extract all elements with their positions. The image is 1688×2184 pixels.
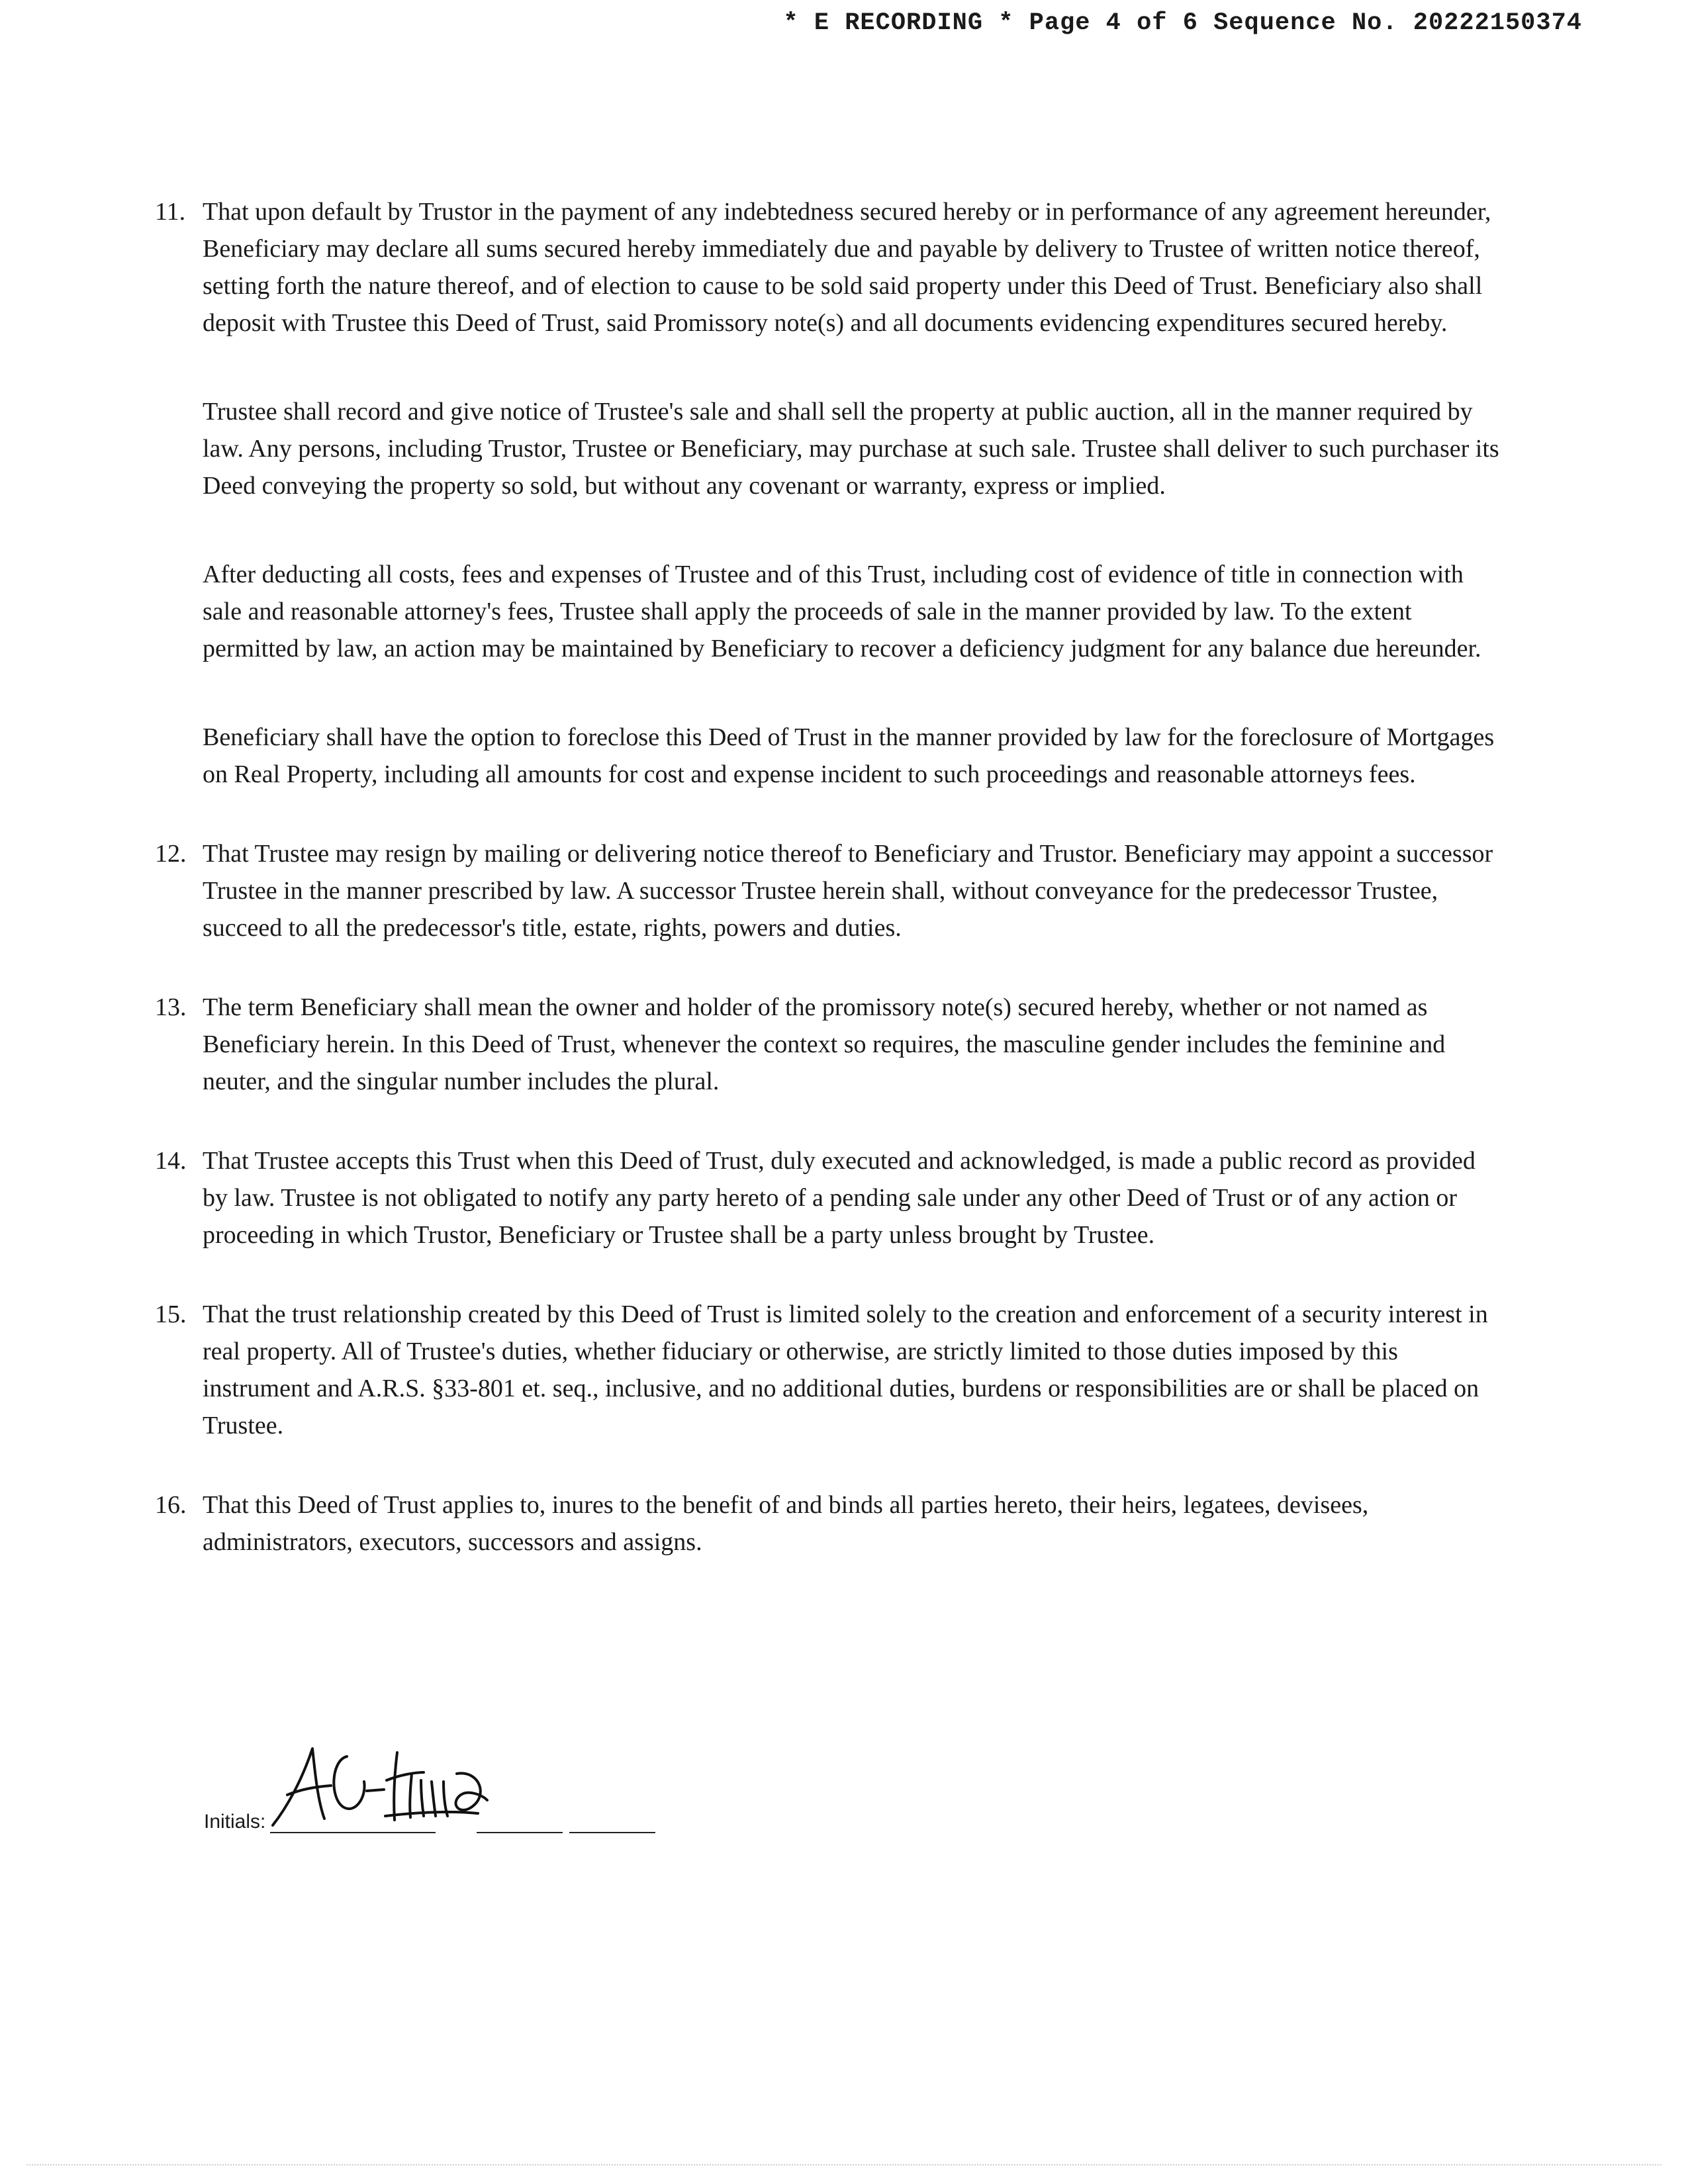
clause-paragraph: That upon default by Trustor in the payment of any indebtedness secured hereby or in performance of any agreement hereunder, Beneficiary may declare all sums secured hereby immediately due and payable by delivery to Trustee of written notice thereof, setting forth the nature thereof, and of election to cause to be sold said property under this Deed of Trust. Beneficiary also shall deposit with Trustee this Deed of Trust, said Promissory note(s) and all documents evidencing expenditures secured hereby. bbox=[203, 198, 1491, 337]
clause-number: 15. bbox=[155, 1300, 187, 1328]
clause-15 bbox=[155, 1296, 1505, 1444]
clause-number: 16. bbox=[155, 1491, 187, 1519]
document-body bbox=[155, 193, 1505, 1603]
clause-paragraph: That Trustee may resign by mailing or delivering notice thereof to Beneficiary and Trustor. Beneficiary may appoint a successor Trustee in the manner prescribed by law. A successor Trustee herein shall, without conveyance for the predecessor Trustee, succeed to all the predecessor's title, estate, rights, powers and duties. bbox=[203, 840, 1493, 942]
handwritten-initials-signature bbox=[267, 1734, 492, 1833]
clause-11 bbox=[155, 193, 1505, 793]
clause-paragraph: After deducting all costs, fees and expenses of Trustee and of this Trust, including cost of evidence of title in connection with sale and reasonable attorney's fees, Trustee shall apply the proceeds of sale in the manner provided by law. To the extent permitted by law, an action may be maintained by Beneficiary to recover a deficiency judgment for any balance due hereunder. bbox=[203, 561, 1481, 662]
clause-14 bbox=[155, 1142, 1505, 1253]
clause-paragraph: The term Beneficiary shall mean the owner and holder of the promissory note(s) secured hereby, whether or not named as Beneficiary herein. In this Deed of Trust, whenever the context so requires, the masculine gender includes the feminine and neuter, and the singular number includes the plural. bbox=[203, 993, 1446, 1095]
initials-block bbox=[204, 1734, 680, 1846]
recording-header: * E RECORDING * Page 4 of 6 Sequence No. 20222150374 bbox=[783, 9, 1582, 37]
clause-paragraph: Beneficiary shall have the option to foreclose this Deed of Trust in the manner provided by law for the foreclosure of Mortgages on Real Property, including all amounts for cost and expense incident to such proceedings and reasonable attorneys fees. bbox=[203, 723, 1495, 788]
clause-12 bbox=[155, 835, 1505, 946]
initials-label: Initials: bbox=[204, 1811, 266, 1833]
clause-paragraph: That the trust relationship created by this Deed of Trust is limited solely to the creation and enforcement of a security interest in real property. All of Trustee's duties, whether fiduciary or otherwise, are strictly limited to those duties imposed by this instrument and A.R.S. §33-801 et. seq., inclusive, and no additional duties, burdens or responsibilities are or shall be placed on Trustee. bbox=[203, 1300, 1488, 1439]
clause-number: 12. bbox=[155, 840, 187, 868]
clause-16 bbox=[155, 1486, 1505, 1561]
initials-line bbox=[270, 1832, 436, 1833]
clause-number: 14. bbox=[155, 1147, 187, 1175]
clause-paragraph: Trustee shall record and give notice of Trustee's sale and shall sell the property at public auction, all in the manner required by law. Any persons, including Trustor, Trustee or Beneficiary, may purchase at such sale. Trustee shall deliver to such purchaser its Deed conveying the property so sold, but without any covenant or warranty, express or implied. bbox=[203, 398, 1499, 500]
clause-number: 13. bbox=[155, 993, 187, 1021]
clause-paragraph: That Trustee accepts this Trust when this Deed of Trust, duly executed and acknowledged, is made a public record as provided by law. Trustee is not obligated to notify any party hereto of a pending sale under any other Deed of Trust or of any action or proceeding in which Trustor, Beneficiary or Trustee shall be a party unless brought by Trustee. bbox=[203, 1147, 1476, 1249]
clause-13 bbox=[155, 989, 1505, 1100]
initials-line bbox=[569, 1832, 655, 1833]
scan-noise-divider bbox=[26, 2164, 1662, 2165]
clause-number: 11. bbox=[155, 198, 186, 226]
initials-line bbox=[477, 1832, 563, 1833]
clause-paragraph: That this Deed of Trust applies to, inures to the benefit of and binds all parties hereto, their heirs, legatees, devisees, administrators, executors, successors and assigns. bbox=[203, 1491, 1369, 1556]
